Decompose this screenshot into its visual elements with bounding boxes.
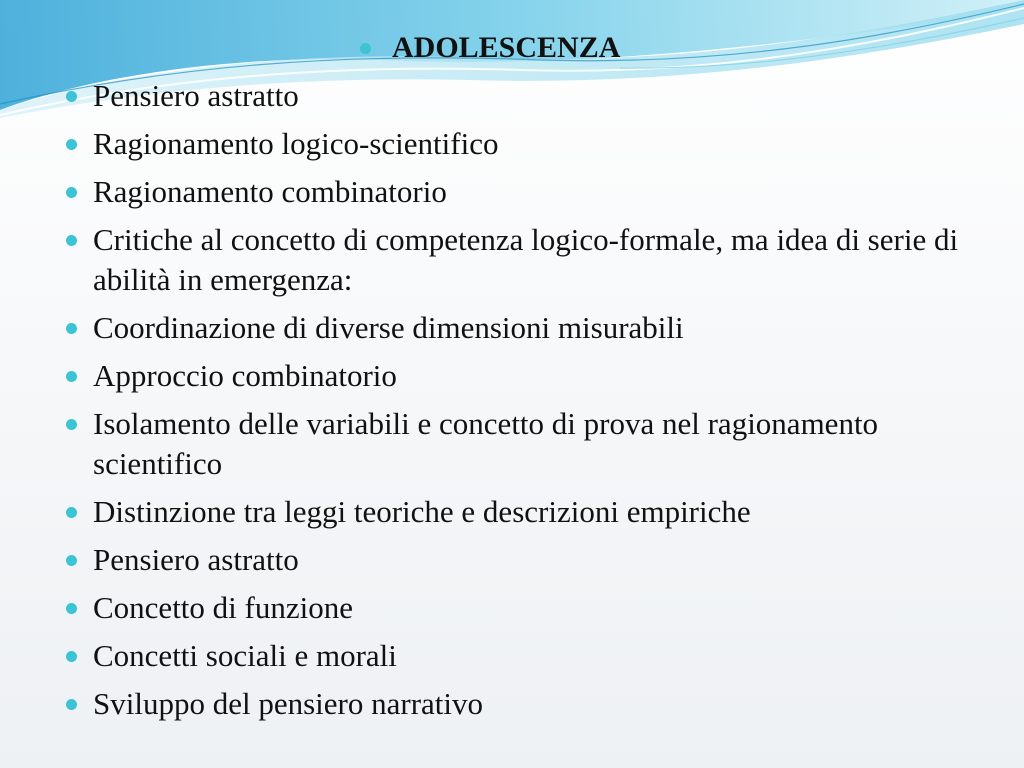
list-item <box>66 684 986 724</box>
bullet-dot-icon <box>66 139 77 150</box>
list-item-text: Coordinazione di diverse dimensioni misurabili <box>93 310 684 345</box>
list-item <box>66 492 986 532</box>
list-item-text: Ragionamento logico-scientifico <box>93 126 499 161</box>
slide-title: ADOLESCENZA <box>392 31 621 64</box>
bullet-dot-icon <box>66 699 77 710</box>
bullet-dot-icon <box>66 91 77 102</box>
list-item <box>66 124 986 164</box>
list-item-text: Critiche al concetto di competenza logico-formale, ma idea di serie di abilità in emergenza: <box>93 222 959 297</box>
bullet-dot-icon <box>66 419 77 430</box>
list-item <box>66 356 986 396</box>
bullet-dot-icon <box>66 235 77 246</box>
bullet-dot-icon <box>66 555 77 566</box>
list-item-text: Isolamento delle variabili e concetto di prova nel ragionamento scientifico <box>93 406 879 481</box>
list-item-text: Concetto di funzione <box>93 590 353 625</box>
bullet-dot-icon <box>66 507 77 518</box>
list-item <box>66 540 986 580</box>
list-item-text: Concetti sociali e morali <box>93 638 397 673</box>
list-item-text: Sviluppo del pensiero narrativo <box>93 686 483 721</box>
list-item-text: Distinzione tra leggi teoriche e descrizioni empiriche <box>93 494 751 529</box>
bullet-dot-icon <box>66 603 77 614</box>
list-item <box>66 588 986 628</box>
list-item <box>66 220 986 300</box>
slide-title-row <box>360 26 620 70</box>
list-item-text: Approccio combinatorio <box>93 358 397 393</box>
bullet-dot-icon <box>360 43 371 54</box>
list-item <box>66 636 986 676</box>
bullet-dot-icon <box>66 323 77 334</box>
list-item <box>66 404 986 484</box>
list-item <box>66 308 986 348</box>
bullet-dot-icon <box>66 371 77 382</box>
list-item-text: Ragionamento combinatorio <box>93 174 447 209</box>
bullet-list <box>66 76 986 732</box>
bullet-dot-icon <box>66 651 77 662</box>
list-item-text: Pensiero astratto <box>93 78 299 113</box>
bullet-dot-icon <box>66 187 77 198</box>
list-item-text: Pensiero astratto <box>93 542 299 577</box>
list-item <box>66 172 986 212</box>
list-item <box>66 76 986 116</box>
